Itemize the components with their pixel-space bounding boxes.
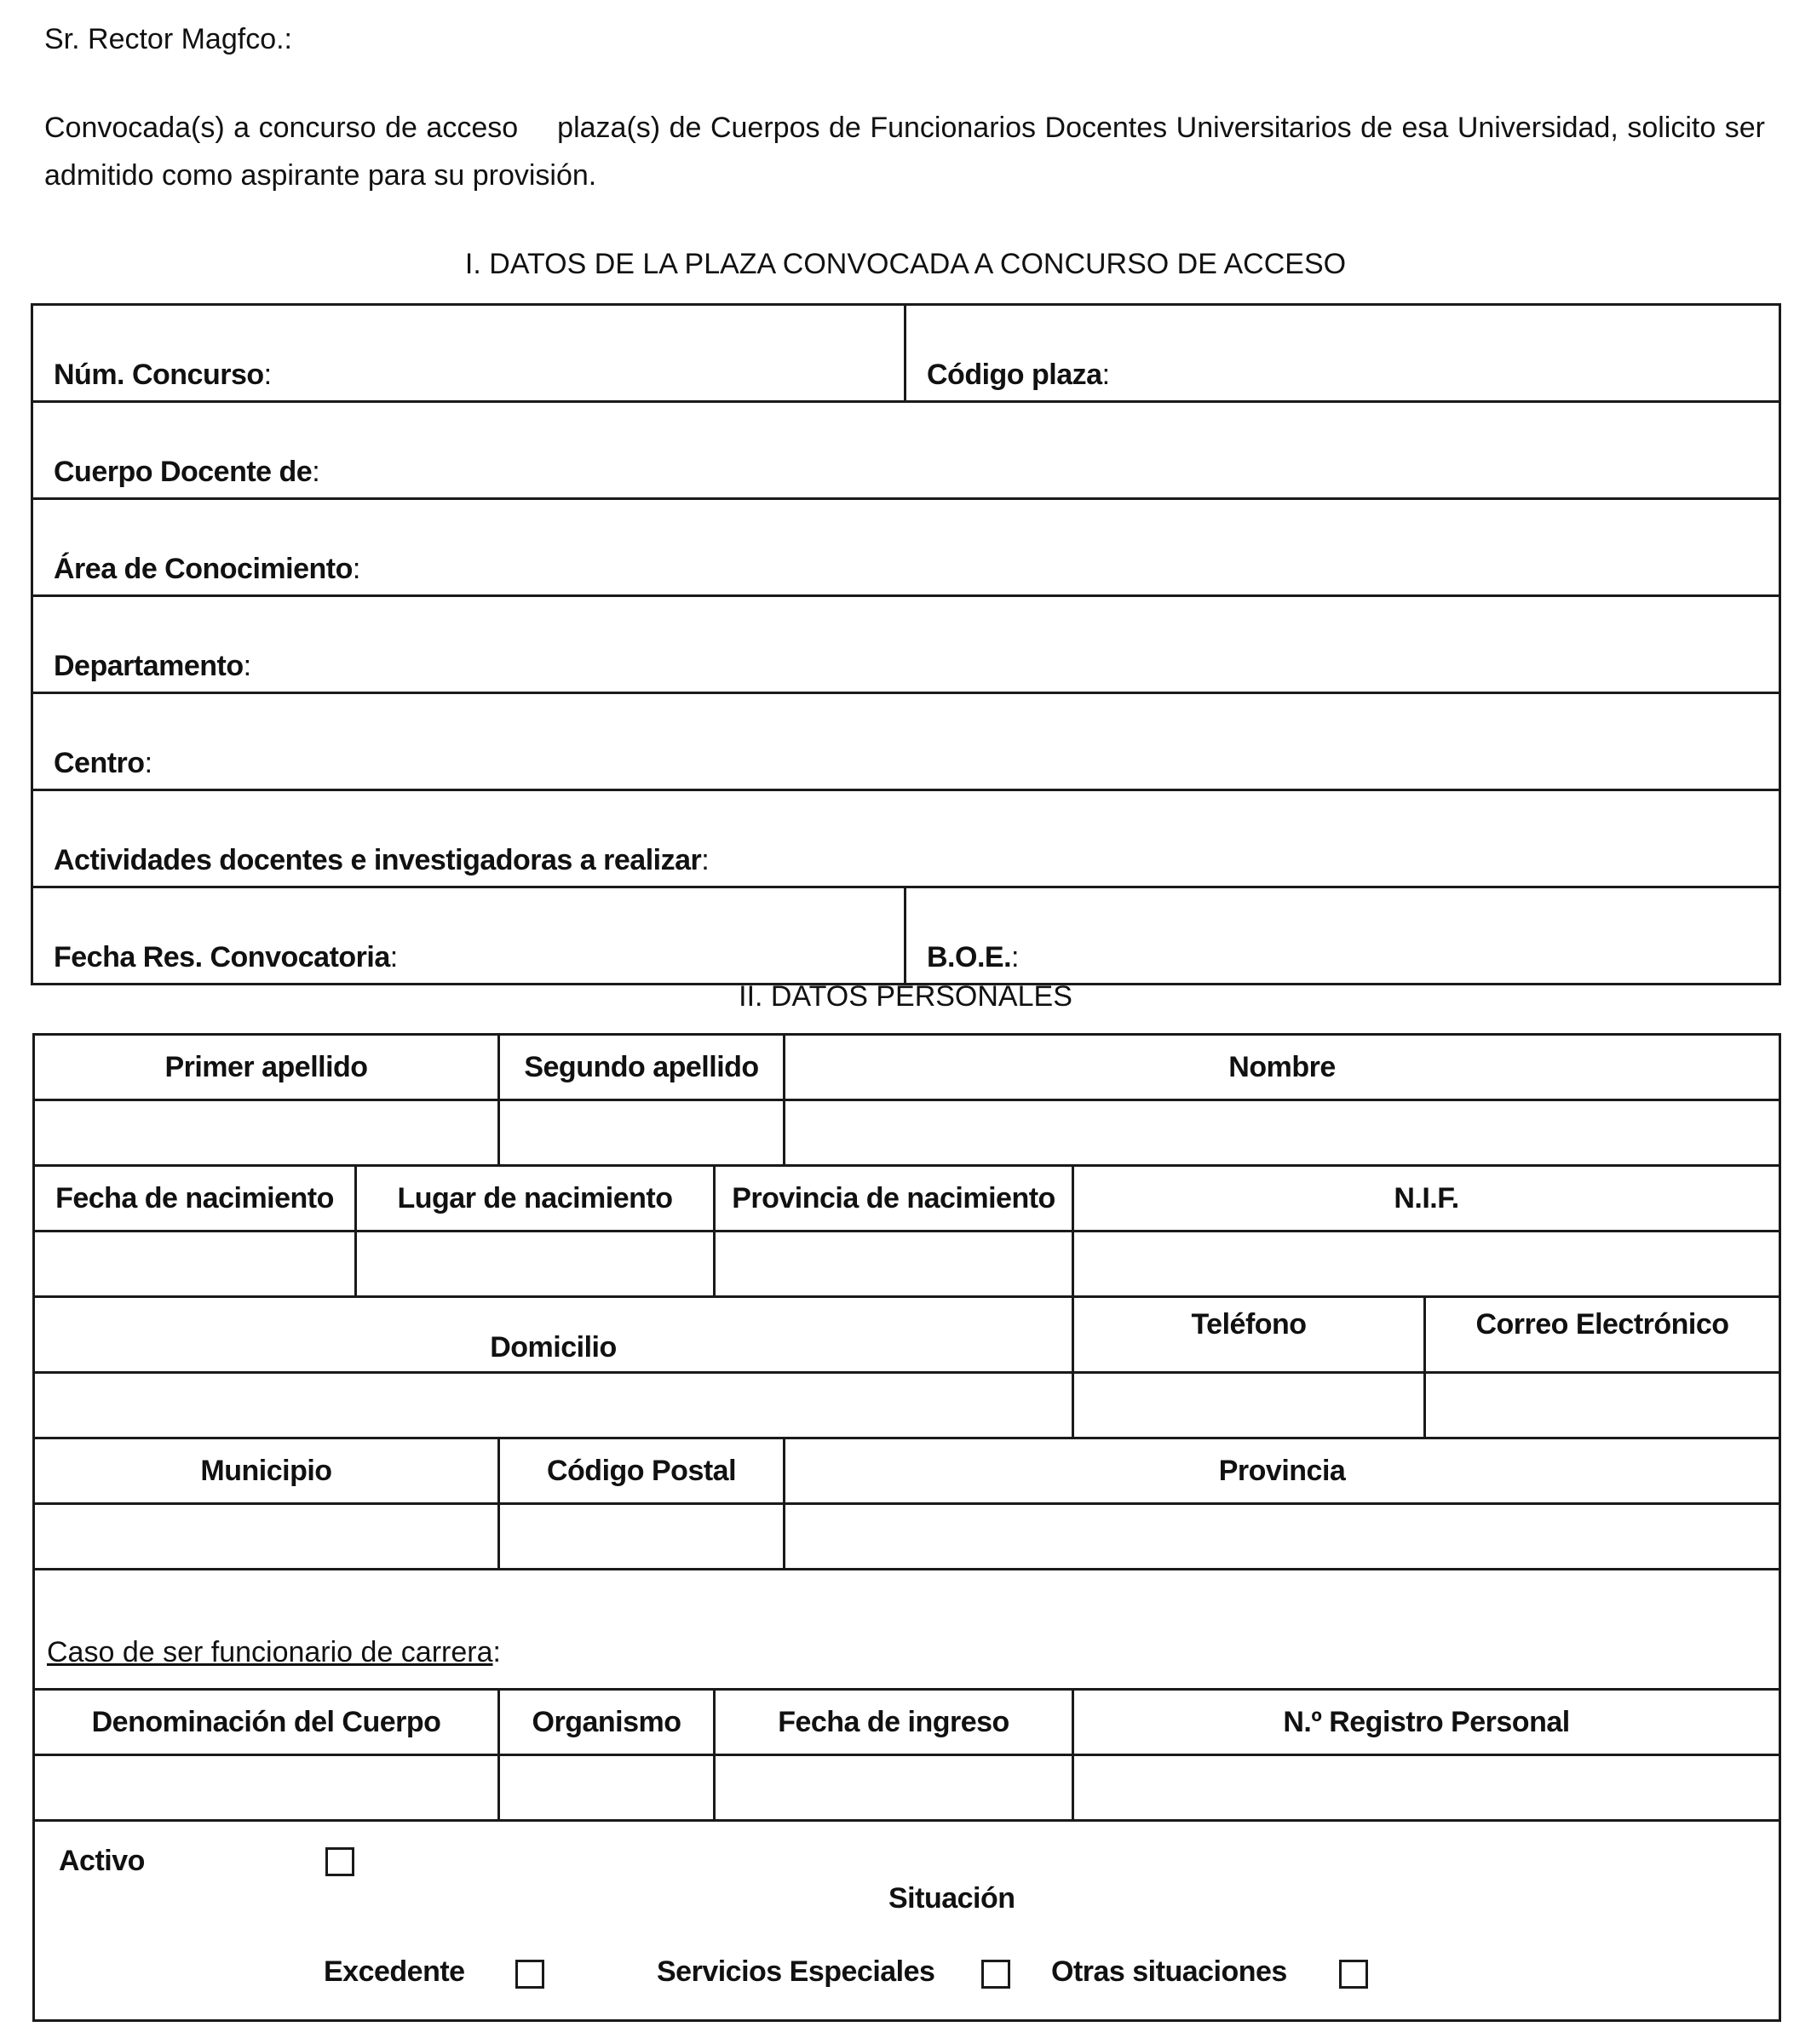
cuerpo-docente-label: Cuerpo Docente de: [54, 456, 313, 488]
primer-apellido-input[interactable]: [34, 1100, 499, 1166]
caso-funcionario-label: Caso de ser funcionario de carrera: [47, 1636, 493, 1668]
provincia-nacimiento-input[interactable]: [715, 1232, 1073, 1297]
fecha-ingreso-input[interactable]: [715, 1755, 1073, 1821]
area-conocimiento-label: Área de Conocimiento: [54, 553, 353, 585]
nif-input[interactable]: [1073, 1232, 1780, 1297]
departamento-field[interactable]: Departamento:: [32, 596, 1780, 693]
nombre-input[interactable]: [785, 1100, 1780, 1166]
boe-label: B.O.E.: [927, 941, 1012, 973]
primer-apellido-header: Primer apellido: [34, 1035, 499, 1100]
num-concurso-field[interactable]: Núm. Concurso:: [32, 305, 906, 402]
section-2-title: II. DATOS PERSONALES: [739, 980, 1072, 1013]
boe-field[interactable]: B.O.E.:: [906, 887, 1780, 985]
intro-text-part1: Convocada(s) a concurso de acceso: [44, 112, 519, 144]
situacion-section: [34, 1821, 1780, 2021]
activo-checkbox[interactable]: [325, 1847, 354, 1876]
intro-text-part2: plaza(s) de Cuerpos de Funcionarios Docentes Universitarios de esa Universidad, solicito ser admitido como aspirante para su provisión.: [44, 112, 1765, 192]
correo-header: Correo Electrónico: [1425, 1297, 1780, 1373]
otras-situaciones-label: Otras situaciones: [1051, 1955, 1287, 1988]
fecha-nacimiento-input[interactable]: [34, 1232, 356, 1297]
fecha-res-field[interactable]: Fecha Res. Convocatoria:: [32, 887, 906, 985]
fecha-res-label: Fecha Res. Convocatoria: [54, 941, 390, 973]
caso-funcionario-row: Caso de ser funcionario de carrera:: [34, 1570, 1780, 1690]
registro-personal-header: N.º Registro Personal: [1073, 1690, 1780, 1755]
area-conocimiento-field[interactable]: Área de Conocimiento:: [32, 499, 1780, 596]
activo-label: Activo: [59, 1845, 145, 1877]
codigo-plaza-label: Código plaza: [927, 359, 1102, 391]
segundo-apellido-input[interactable]: [499, 1100, 785, 1166]
correo-input[interactable]: [1425, 1373, 1780, 1438]
organismo-header: Organismo: [499, 1690, 715, 1755]
nif-header: N.I.F.: [1073, 1166, 1780, 1232]
codigo-plaza-field[interactable]: Código plaza:: [906, 305, 1780, 402]
organismo-input[interactable]: [499, 1755, 715, 1821]
municipio-input[interactable]: [34, 1504, 499, 1570]
plaza-data-table: [31, 303, 1781, 985]
denominacion-cuerpo-header: Denominación del Cuerpo: [34, 1690, 499, 1755]
greeting: Sr. Rector Magfco.:: [44, 23, 292, 55]
municipio-header: Municipio: [34, 1438, 499, 1504]
codigo-postal-header: Código Postal: [499, 1438, 785, 1504]
telefono-header: Teléfono: [1073, 1297, 1425, 1373]
fecha-nacimiento-header: Fecha de nacimiento: [34, 1166, 356, 1232]
departamento-label: Departamento: [54, 650, 244, 682]
segundo-apellido-header: Segundo apellido: [499, 1035, 785, 1100]
servicios-especiales-checkbox[interactable]: [981, 1960, 1010, 1989]
excedente-checkbox[interactable]: [515, 1960, 544, 1989]
cuerpo-docente-field[interactable]: Cuerpo Docente de:: [32, 402, 1780, 499]
provincia-header: Provincia: [785, 1438, 1780, 1504]
telefono-input[interactable]: [1073, 1373, 1425, 1438]
otras-situaciones-checkbox[interactable]: [1339, 1960, 1368, 1989]
num-concurso-label: Núm. Concurso: [54, 359, 264, 391]
lugar-nacimiento-header: Lugar de nacimiento: [356, 1166, 715, 1232]
intro-paragraph: [44, 104, 1765, 199]
denominacion-cuerpo-input[interactable]: [34, 1755, 499, 1821]
lugar-nacimiento-input[interactable]: [356, 1232, 715, 1297]
domicilio-input[interactable]: [34, 1373, 1073, 1438]
situacion-label: Situación: [888, 1882, 1015, 1915]
provincia-input[interactable]: [785, 1504, 1780, 1570]
fecha-ingreso-header: Fecha de ingreso: [715, 1690, 1073, 1755]
nombre-header: Nombre: [785, 1035, 1780, 1100]
centro-field[interactable]: Centro:: [32, 693, 1780, 790]
provincia-nacimiento-header: Provincia de nacimiento: [715, 1166, 1073, 1232]
actividades-field[interactable]: Actividades docentes e investigadoras a realizar:: [32, 790, 1780, 887]
excedente-label: Excedente: [324, 1955, 465, 1988]
codigo-postal-input[interactable]: [499, 1504, 785, 1570]
centro-label: Centro: [54, 747, 145, 779]
servicios-especiales-label: Servicios Especiales: [657, 1955, 935, 1988]
section-1-title: I. DATOS DE LA PLAZA CONVOCADA A CONCURSO DE ACCESO: [464, 248, 1347, 280]
actividades-label: Actividades docentes e investigadoras a realizar: [54, 844, 702, 876]
domicilio-header: Domicilio: [34, 1297, 1073, 1373]
registro-personal-input[interactable]: [1073, 1755, 1780, 1821]
personal-data-table: [32, 1033, 1781, 2022]
